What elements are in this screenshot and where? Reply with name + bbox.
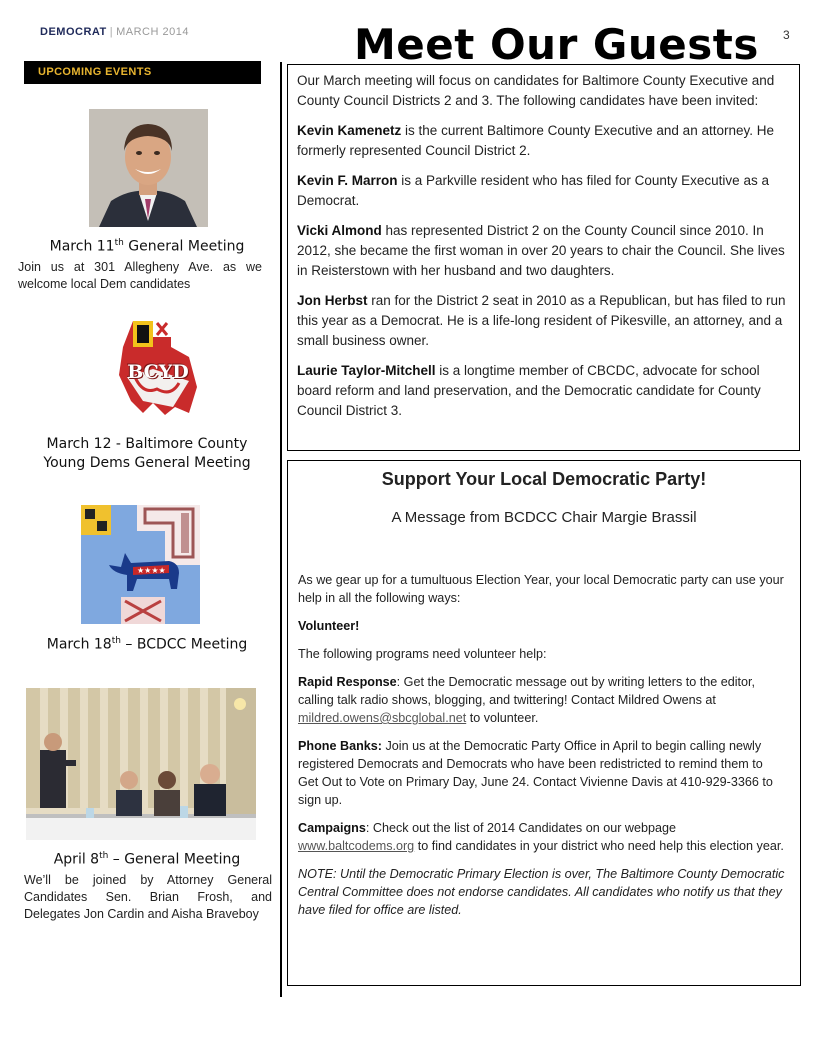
volunteer-heading: Volunteer! (298, 619, 360, 633)
event-1-title (24, 238, 270, 255)
rapid-response-item (298, 673, 786, 727)
rapid-response-tail: to volunteer. (466, 711, 539, 725)
bcdcc-logo (81, 505, 200, 624)
candidate-entry (297, 291, 789, 351)
column-divider (280, 62, 282, 997)
candidates-panel-photo (26, 688, 256, 840)
candidate-entry (297, 361, 789, 421)
candidate-bio: ran for the District 2 seat in 2010 as a Republican, but has filed to run this year as a Democrat. He is a life-long resident of Pikesville, an attorney, and a small business owner. (297, 293, 786, 348)
upcoming-events-heading: UPCOMING EVENTS (24, 61, 261, 84)
support-box (287, 460, 801, 986)
event-3-title-post: – BCDCC Meeting (120, 636, 248, 653)
issue-date: MARCH 2014 (116, 26, 189, 38)
event-1-title-pre: March 11 (49, 238, 115, 255)
candidate-entry (297, 121, 789, 161)
candidate-name: Kevin F. Marron (297, 173, 398, 188)
event-2-title-line-1: March 12 - Baltimore County (46, 436, 248, 452)
guests-box (287, 64, 800, 451)
candidate-bio: is a Parkville resident who has filed for County Executive as a Democrat. (297, 173, 769, 208)
rapid-response-text: : Get the Democratic message out by writing letters to the editor, calling talk radio shows, blogging, and twittering! Contact Mildred Owens at (298, 675, 756, 707)
email-link[interactable]: mildred.owens@sbcglobal.net (298, 711, 467, 725)
guests-content (297, 71, 789, 421)
support-intro: As we gear up for a tumultuous Election Year, your local Democratic party can use your help in all the following ways: (298, 573, 784, 605)
bcyd-logo (113, 317, 203, 419)
event-4-description: We’ll be joined by Attorney General Candidates Sen. Brian Frosh, and Delegates Jon Cardin and Aisha Braveboy (24, 873, 272, 921)
campaigns-text: : Check out the list of 2014 Candidates on our webpage (365, 821, 677, 835)
publication-name: DEMOCRAT (40, 26, 107, 38)
bcyd-logo-text: BCYD (127, 361, 189, 383)
page-number: 3 (783, 28, 790, 42)
phone-banks-item (298, 737, 786, 809)
support-content (298, 571, 786, 919)
event-3-title (24, 636, 270, 653)
endorsement-note: NOTE: Until the Democratic Primary Election is over, The Baltimore County Democratic Central Committee does not endorse candidates. All candidates who notify us that they have filed for office are listed. (298, 867, 785, 917)
event-2-title-line-2: Young Dems General Meeting (43, 455, 251, 471)
donkey-logo-icon (81, 505, 200, 624)
event-3-title-pre: March 18 (46, 636, 112, 653)
event-3-title-sup: th (111, 636, 121, 646)
candidate-bio: is the current Baltimore County Executive and an attorney. He formerly represented Council District 2. (297, 123, 774, 158)
candidate-name: Laurie Taylor-Mitchell (297, 363, 436, 378)
event-1-title-post: General Meeting (123, 238, 245, 255)
masthead (40, 26, 189, 38)
portrait-illustration (89, 109, 208, 227)
event-4-title-post: – General Meeting (108, 851, 241, 868)
event-1-title-sup: th (114, 238, 124, 248)
page-title: Meet Our Guests (354, 20, 759, 69)
panel-illustration (26, 688, 256, 840)
event-2-title (24, 435, 270, 473)
candidate-entry (297, 221, 789, 281)
volunteer-intro: The following programs need volunteer help: (298, 647, 547, 661)
phone-banks-text: Join us at the Democratic Party Office in April to begin calling newly registered Democrats and Democrats who have been redistricted to remind them to Get Out to Vote on Primary Day, June 24. Contact Vivienne Davis at 410-929-3366 to sign up. (298, 739, 773, 807)
website-link[interactable]: www.baltcodems.org (298, 839, 415, 853)
support-heading: Support Your Local Democratic Party! (381, 469, 707, 489)
campaigns-tail: to find candidates in your district who need help this election year. (414, 839, 784, 853)
phone-banks-label: Phone Banks: (298, 739, 382, 753)
event-4-title-pre: April 8 (53, 851, 100, 868)
campaigns-item (298, 819, 786, 855)
candidate-bio: is a longtime member of CBCDC, advocate for school board reform and land preservation, and the Democratic candidate for County Council District 3. (297, 363, 761, 418)
candidate-name: Kevin Kamenetz (297, 123, 402, 138)
candidate-name: Vicki Almond (297, 223, 382, 238)
rapid-response-label: Rapid Response (298, 675, 397, 689)
support-subheading: A Message from BCDCC Chair Margie Brassil (391, 509, 697, 526)
candidate-portrait-photo (89, 109, 208, 227)
candidate-bio: has represented District 2 on the County Council since 2010. In 2012, she became the first woman in over 20 years to chair the Council. She lives in Reisterstown with her husband and two daughters. (297, 223, 785, 278)
campaigns-label: Campaigns (298, 821, 366, 835)
candidate-entry (297, 171, 789, 211)
svg-text:★★★★: ★★★★ (137, 566, 166, 575)
event-4-title (24, 851, 270, 868)
candidate-name: Jon Herbst (297, 293, 368, 308)
event-1-description: Join us at 301 Allegheny Ave. as we welcome local Dem candidates (18, 260, 262, 291)
masthead-separator: | (109, 26, 114, 38)
guests-intro: Our March meeting will focus on candidates for Baltimore County Executive and County Council Districts 2 and 3. The following candidates have been invited: (297, 73, 775, 108)
event-4-title-sup: th (99, 851, 109, 861)
